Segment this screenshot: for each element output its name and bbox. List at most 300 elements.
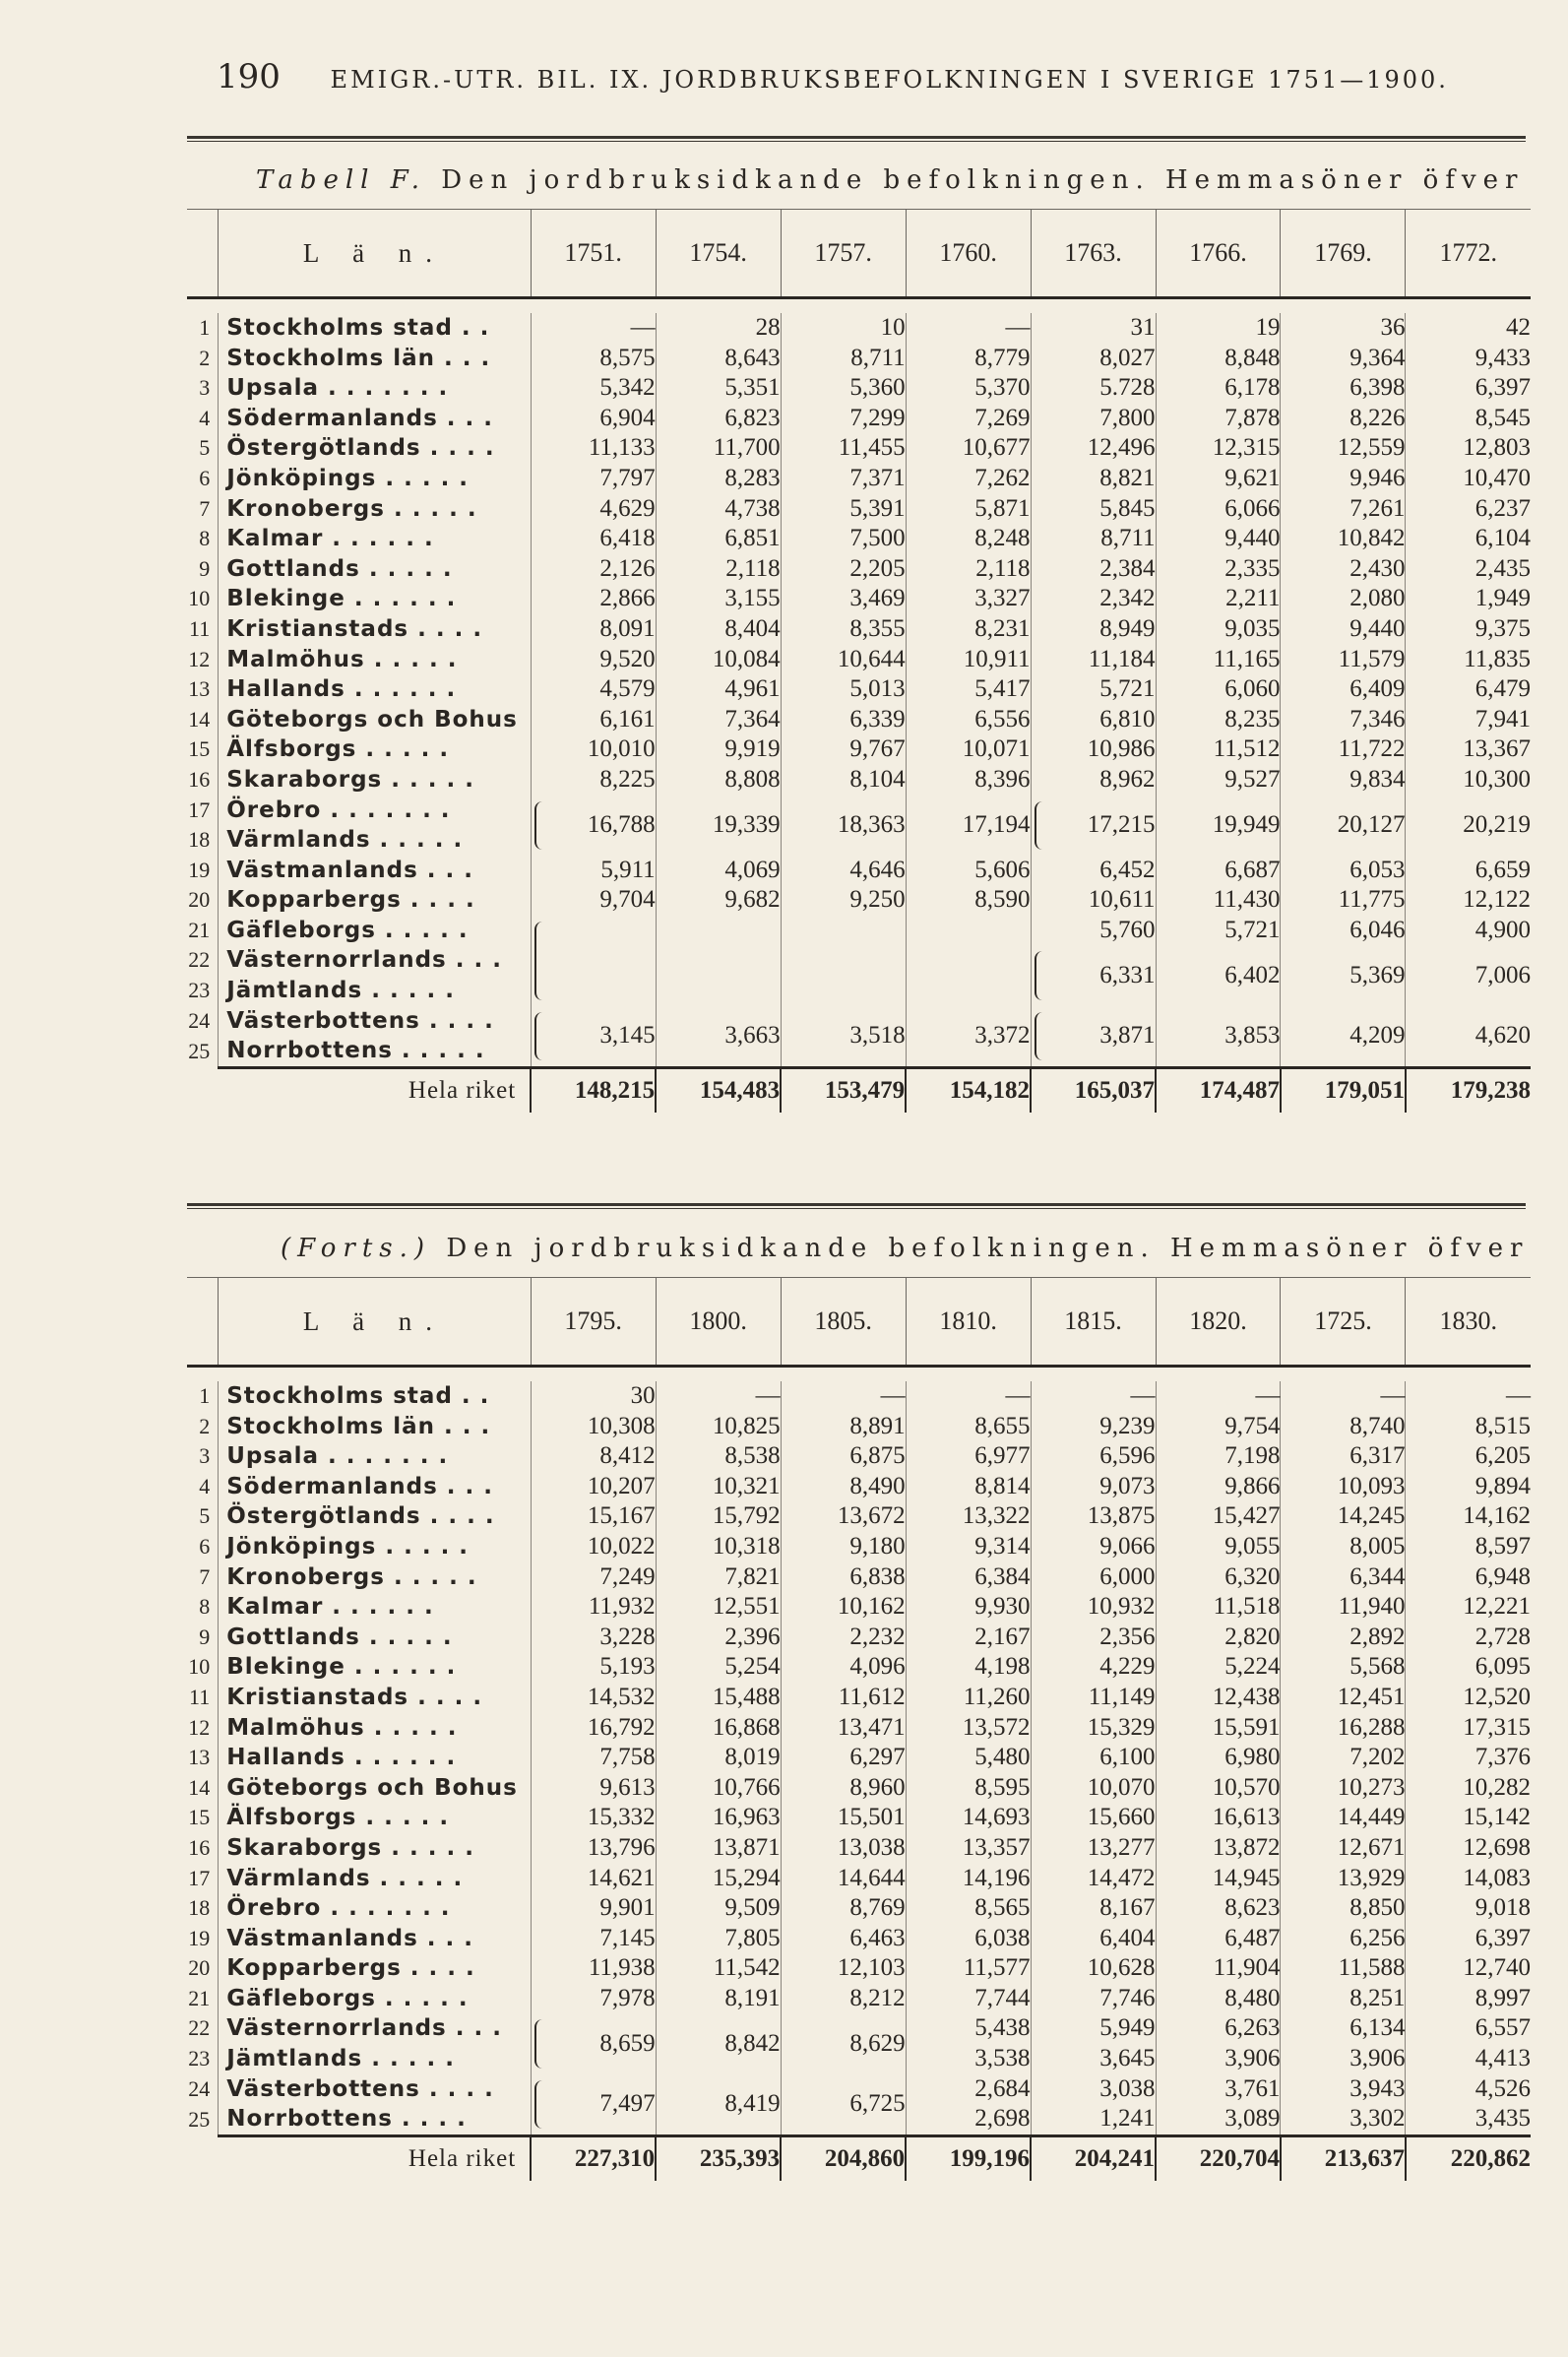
table-2-grid <box>187 1277 1531 2181</box>
table-row <box>187 1412 1531 1442</box>
value-cell: 10,911 <box>906 645 1031 675</box>
value-cell: 8,019 <box>656 1743 781 1773</box>
value-cell: 8,814 <box>906 1472 1031 1502</box>
value-cell: 12,451 <box>1281 1683 1406 1713</box>
total-value: 148,215 <box>531 1067 656 1113</box>
value-cell: 6,479 <box>1406 674 1531 705</box>
value-cell: 2,232 <box>781 1623 906 1653</box>
value-cell: 8,167 <box>1031 1893 1156 1924</box>
value-cell: 6,317 <box>1281 1441 1406 1472</box>
value-cell: 7,262 <box>906 464 1031 494</box>
value-cell: 10,321 <box>656 1472 781 1502</box>
value-cell: 17,194 <box>906 796 1031 856</box>
value-cell: 31 <box>1031 313 1156 344</box>
total-value: 204,241 <box>1031 2135 1156 2181</box>
value-cell: 2,342 <box>1031 584 1156 614</box>
value-cell: 5,370 <box>906 373 1031 404</box>
value-cell: 6,851 <box>656 524 781 554</box>
lan-name: Örebro . . . . . . . <box>219 796 531 826</box>
value-cell: 5,013 <box>781 674 906 705</box>
value-cell: 7,261 <box>1281 494 1406 525</box>
total-value: 179,238 <box>1406 1067 1531 1113</box>
value-cell: 8,575 <box>531 344 656 374</box>
value-cell: 2,728 <box>1406 1623 1531 1653</box>
value-cell: 15,167 <box>531 1501 656 1532</box>
row-number: 7 <box>199 1563 211 1589</box>
value-cell: 9,066 <box>1031 1532 1156 1562</box>
lan-name: Kopparbergs . . . . <box>219 885 531 916</box>
value-cell: 20,219 <box>1406 796 1531 856</box>
value-cell: 13,471 <box>781 1713 906 1744</box>
value-cell: 7,006 <box>1406 945 1531 1005</box>
total-label: Hela riket <box>219 1067 531 1113</box>
value-cell: 5,949 <box>1031 2013 1156 2044</box>
value-cell: 10,084 <box>656 645 781 675</box>
value-cell: 8,808 <box>656 765 781 796</box>
total-row <box>187 2135 1531 2181</box>
value-cell: — <box>1406 1381 1531 1412</box>
value-cell: 10,470 <box>1406 464 1531 494</box>
value-cell: 20,127 <box>1281 796 1406 856</box>
row-number: 6 <box>199 465 211 490</box>
value-cell: 4,229 <box>1031 1652 1156 1683</box>
value-cell: 13,572 <box>906 1713 1031 1744</box>
value-cell: 7,497 <box>531 2074 656 2136</box>
value-cell: 13,322 <box>906 1501 1031 1532</box>
year-column-header: 1805. <box>781 1278 906 1367</box>
value-cell: 2,435 <box>1406 554 1531 585</box>
row-number: 2 <box>199 345 211 370</box>
table-row <box>187 1953 1531 1984</box>
year-column-header: 1725. <box>1281 1278 1406 1367</box>
value-cell: 4,579 <box>531 674 656 705</box>
value-cell: 15,660 <box>1031 1803 1156 1833</box>
value-cell: 7,371 <box>781 464 906 494</box>
year-column-header: 1772. <box>1406 210 1531 298</box>
row-number: 17 <box>188 796 211 822</box>
table-row <box>187 1743 1531 1773</box>
value-cell: 14,245 <box>1281 1501 1406 1532</box>
year-column-header: 1766. <box>1156 210 1281 298</box>
value-cell: 6,687 <box>1156 856 1281 886</box>
row-number: 11 <box>189 615 211 641</box>
value-cell: 14,945 <box>1156 1864 1281 1894</box>
lan-name: Gäfleborgs . . . . . <box>219 916 531 946</box>
value-cell: 10,162 <box>781 1592 906 1623</box>
value-cell: 6,875 <box>781 1441 906 1472</box>
value-cell: 6,344 <box>1281 1562 1406 1593</box>
value-cell: 5,480 <box>906 1743 1031 1773</box>
value-cell: 16,868 <box>656 1713 781 1744</box>
lan-name: Norrbottens . . . . . <box>219 1036 531 1067</box>
row-number: 3 <box>199 1443 211 1469</box>
lan-name: Kristianstads . . . . <box>219 614 531 645</box>
value-cell: 10,300 <box>1406 765 1531 796</box>
value-cell: 9,520 <box>531 645 656 675</box>
value-cell: 4,526 <box>1406 2074 1531 2105</box>
table-row <box>187 494 1531 525</box>
table-row <box>187 856 1531 886</box>
lan-name: Värmlands . . . . . <box>219 1864 531 1894</box>
value-cell: 8,659 <box>531 2013 656 2073</box>
table-row <box>187 464 1531 494</box>
value-cell <box>906 916 1031 1006</box>
value-cell: 12,671 <box>1281 1833 1406 1864</box>
table-1-caption-label: Tabell F. <box>256 165 427 195</box>
table-row <box>187 1006 1531 1037</box>
year-column-header: 1795. <box>531 1278 656 1367</box>
value-cell: 6,463 <box>781 1924 906 1954</box>
value-cell: 4,096 <box>781 1652 906 1683</box>
table-row <box>187 313 1531 344</box>
value-cell: 8,740 <box>1281 1412 1406 1442</box>
year-column-header: 1815. <box>1031 1278 1156 1367</box>
header-separator <box>187 1367 1531 1382</box>
page-number: 190 <box>217 57 281 96</box>
value-cell: 11,430 <box>1156 885 1281 916</box>
value-cell: 3,469 <box>781 584 906 614</box>
year-column-header: 1760. <box>906 210 1031 298</box>
row-number: 1 <box>199 315 211 340</box>
value-cell: 8,212 <box>781 1984 906 2014</box>
row-number: 9 <box>199 555 211 581</box>
row-number: 23 <box>188 2046 211 2071</box>
value-cell: 14,621 <box>531 1864 656 1894</box>
top-rule <box>187 136 1526 142</box>
total-row <box>187 1067 1531 1113</box>
table-2 <box>187 1234 1531 2181</box>
value-cell: 6,205 <box>1406 1441 1531 1472</box>
lan-name: Västerbottens . . . . <box>219 2074 531 2105</box>
lan-name: Älfsborgs . . . . . <box>219 734 531 765</box>
total-value: 174,487 <box>1156 1067 1281 1113</box>
table-row <box>187 1381 1531 1412</box>
value-cell: 6,237 <box>1406 494 1531 525</box>
value-cell: 11,542 <box>656 1953 781 1984</box>
table-row <box>187 584 1531 614</box>
value-cell: 8,251 <box>1281 1984 1406 2014</box>
value-cell: 3,089 <box>1156 2104 1281 2135</box>
value-cell: 6,557 <box>1406 2013 1531 2044</box>
lan-name: Hallands . . . . . . <box>219 1743 531 1773</box>
value-cell: 6,331 <box>1031 945 1156 1005</box>
value-cell: 7,978 <box>531 1984 656 2014</box>
row-number: 19 <box>188 857 211 882</box>
value-cell: 12,803 <box>1406 433 1531 464</box>
row-number: 15 <box>188 736 211 762</box>
table-row <box>187 1803 1531 1833</box>
value-cell: 8,595 <box>906 1773 1031 1804</box>
value-cell: 10,071 <box>906 734 1031 765</box>
value-cell: 9,894 <box>1406 1472 1531 1502</box>
value-cell: 15,142 <box>1406 1803 1531 1833</box>
value-cell: 6,904 <box>531 404 656 434</box>
value-cell: 6,384 <box>906 1562 1031 1593</box>
value-cell: 14,532 <box>531 1683 656 1713</box>
value-cell: 5,360 <box>781 373 906 404</box>
value-cell: 6,487 <box>1156 1924 1281 1954</box>
table-row <box>187 734 1531 765</box>
value-cell: 11,577 <box>906 1953 1031 1984</box>
value-cell: 10,766 <box>656 1773 781 1804</box>
table-row <box>187 1592 1531 1623</box>
table-row <box>187 1864 1531 1894</box>
lan-name: Malmöhus . . . . . <box>219 1713 531 1744</box>
value-cell: 14,449 <box>1281 1803 1406 1833</box>
value-cell: 12,496 <box>1031 433 1156 464</box>
value-cell: 7,198 <box>1156 1441 1281 1472</box>
value-cell: 10,010 <box>531 734 656 765</box>
value-cell: 5,721 <box>1156 916 1281 946</box>
table-row <box>187 1562 1531 1593</box>
value-cell: 11,518 <box>1156 1592 1281 1623</box>
value-cell: 8,655 <box>906 1412 1031 1442</box>
value-cell: 9,440 <box>1156 524 1281 554</box>
lan-name: Hallands . . . . . . <box>219 674 531 705</box>
value-cell: 8,027 <box>1031 344 1156 374</box>
value-cell: 1,241 <box>1031 2104 1156 2135</box>
row-number: 15 <box>188 1805 211 1830</box>
value-cell: 9,509 <box>656 1893 781 1924</box>
value-cell: 8,821 <box>1031 464 1156 494</box>
value-cell: 9,073 <box>1031 1472 1156 1502</box>
value-cell: 6,134 <box>1281 2013 1406 2044</box>
value-cell: 8,104 <box>781 765 906 796</box>
value-cell: 2,211 <box>1156 584 1281 614</box>
value-cell: 6,409 <box>1281 674 1406 705</box>
value-cell: 3,906 <box>1156 2044 1281 2074</box>
value-cell: 7,821 <box>656 1562 781 1593</box>
row-number: 11 <box>189 1684 211 1709</box>
value-cell: 8,711 <box>1031 524 1156 554</box>
table-1-caption <box>256 165 1531 195</box>
table-row <box>187 1893 1531 1924</box>
value-cell: 9,704 <box>531 885 656 916</box>
value-cell: 12,740 <box>1406 1953 1531 1984</box>
table-2-caption-text: Den jordbruksidkande befolkningen. Hemmasöner öfver <box>446 1234 1530 1263</box>
table-row <box>187 796 1531 826</box>
value-cell: 7,800 <box>1031 404 1156 434</box>
value-cell: 6,339 <box>781 705 906 735</box>
row-number: 2 <box>199 1413 211 1438</box>
value-cell: 10,628 <box>1031 1953 1156 1984</box>
lan-name: Kronobergs . . . . . <box>219 494 531 525</box>
value-cell: 8,480 <box>1156 1984 1281 2014</box>
value-cell: 12,559 <box>1281 433 1406 464</box>
value-cell: 4,209 <box>1281 1006 1406 1068</box>
row-number: 4 <box>199 1473 211 1498</box>
value-cell: 6,060 <box>1156 674 1281 705</box>
value-cell: 13,367 <box>1406 734 1531 765</box>
year-column-header: 1757. <box>781 210 906 298</box>
value-cell: 3,871 <box>1031 1006 1156 1068</box>
row-number: 14 <box>188 1774 211 1800</box>
value-cell: — <box>531 313 656 344</box>
table-row <box>187 674 1531 705</box>
value-cell: 9,754 <box>1156 1412 1281 1442</box>
year-column-header: 1754. <box>656 210 781 298</box>
value-cell: 5,568 <box>1281 1652 1406 1683</box>
total-value: 227,310 <box>531 2135 656 2181</box>
value-cell: 9,035 <box>1156 614 1281 645</box>
value-cell: 6,104 <box>1406 524 1531 554</box>
value-cell: 15,591 <box>1156 1713 1281 1744</box>
lan-name: Östergötlands . . . . <box>219 433 531 464</box>
total-blank <box>187 1067 219 1113</box>
value-cell: 8,643 <box>656 344 781 374</box>
table-row <box>187 554 1531 585</box>
row-number: 25 <box>188 2107 211 2132</box>
value-cell: 9,613 <box>531 1773 656 1804</box>
value-cell: 6,948 <box>1406 1562 1531 1593</box>
value-cell: 6,810 <box>1031 705 1156 735</box>
table-row <box>187 1441 1531 1472</box>
row-number: 7 <box>199 495 211 521</box>
value-cell: 11,260 <box>906 1683 1031 1713</box>
row-number: 3 <box>199 375 211 401</box>
header-blank <box>187 210 219 298</box>
value-cell: 7,500 <box>781 524 906 554</box>
value-cell: 11,133 <box>531 433 656 464</box>
value-cell: 9,930 <box>906 1592 1031 1623</box>
value-cell: 7,299 <box>781 404 906 434</box>
value-cell: 13,672 <box>781 1501 906 1532</box>
value-cell: 10,677 <box>906 433 1031 464</box>
table-row <box>187 2074 1531 2105</box>
value-cell: 12,438 <box>1156 1683 1281 1713</box>
row-number: 21 <box>188 917 211 942</box>
value-cell: 2,684 <box>906 2074 1031 2105</box>
value-cell: 7,249 <box>531 1562 656 1593</box>
value-cell: 8,091 <box>531 614 656 645</box>
value-cell: 16,613 <box>1156 1803 1281 1833</box>
lan-name: Skaraborgs . . . . . <box>219 1833 531 1864</box>
value-cell: 6,161 <box>531 705 656 735</box>
value-cell: 8,355 <box>781 614 906 645</box>
lan-name: Jönköpings . . . . . <box>219 1532 531 1562</box>
value-cell: 7,758 <box>531 1743 656 1773</box>
value-cell: 5,417 <box>906 674 1031 705</box>
value-cell: 12,698 <box>1406 1833 1531 1864</box>
value-cell: 6,823 <box>656 404 781 434</box>
value-cell: 5,391 <box>781 494 906 525</box>
value-cell: 9,919 <box>656 734 781 765</box>
value-cell <box>781 916 906 1006</box>
value-cell: 6,046 <box>1281 916 1406 946</box>
value-cell: 13,929 <box>1281 1864 1406 1894</box>
value-cell: 8,949 <box>1031 614 1156 645</box>
value-cell: 6,398 <box>1281 373 1406 404</box>
total-value: 213,637 <box>1281 2135 1406 2181</box>
row-number: 13 <box>188 676 211 702</box>
value-cell: 9,621 <box>1156 464 1281 494</box>
value-cell: 16,788 <box>531 796 656 856</box>
value-cell: 2,356 <box>1031 1623 1156 1653</box>
value-cell: 10 <box>781 313 906 344</box>
row-number: 19 <box>188 1925 211 1950</box>
lan-name: Skaraborgs . . . . . <box>219 765 531 796</box>
value-cell: 11,512 <box>1156 734 1281 765</box>
value-cell: 36 <box>1281 313 1406 344</box>
value-cell: 7,746 <box>1031 1984 1156 2014</box>
value-cell: 8,850 <box>1281 1893 1406 1924</box>
value-cell: 11,184 <box>1031 645 1156 675</box>
value-cell: 2,126 <box>531 554 656 585</box>
table-row <box>187 1833 1531 1864</box>
value-cell: 5,369 <box>1281 945 1406 1005</box>
lan-name: Älfsborgs . . . . . <box>219 1803 531 1833</box>
value-cell: 8,515 <box>1406 1412 1531 1442</box>
value-cell: 5,721 <box>1031 674 1156 705</box>
table-row <box>187 705 1531 735</box>
value-cell: 8,842 <box>656 2013 781 2073</box>
value-cell: 42 <box>1406 313 1531 344</box>
value-cell: 11,722 <box>1281 734 1406 765</box>
lan-name: Västmanlands . . . <box>219 1924 531 1954</box>
value-cell: 3,518 <box>781 1006 906 1068</box>
row-number: 5 <box>199 1503 211 1529</box>
value-cell: — <box>1281 1381 1406 1412</box>
value-cell <box>531 916 656 1006</box>
value-cell: 3,372 <box>906 1006 1031 1068</box>
value-cell: 13,277 <box>1031 1833 1156 1864</box>
value-cell: 9,433 <box>1406 344 1531 374</box>
value-cell: 10,207 <box>531 1472 656 1502</box>
table-2-caption <box>281 1234 1531 1263</box>
value-cell: 6,178 <box>1156 373 1281 404</box>
value-cell: 6,980 <box>1156 1743 1281 1773</box>
value-cell: 3,155 <box>656 584 781 614</box>
row-number: 6 <box>199 1533 211 1559</box>
value-cell: 3,943 <box>1281 2074 1406 2105</box>
total-value: 154,483 <box>656 1067 781 1113</box>
table-1-caption-text: Den jordbruksidkande befolkningen. Hemmasöner öfver <box>441 165 1525 195</box>
value-cell: 17,315 <box>1406 1713 1531 1744</box>
lan-name: Gottlands . . . . . <box>219 554 531 585</box>
value-cell: 8,005 <box>1281 1532 1406 1562</box>
value-cell: 11,938 <box>531 1953 656 1984</box>
row-number: 22 <box>188 2015 211 2041</box>
header-separator <box>187 298 1531 314</box>
value-cell: 2,866 <box>531 584 656 614</box>
value-cell: 2,430 <box>1281 554 1406 585</box>
value-cell: 11,149 <box>1031 1683 1156 1713</box>
value-cell: 17,215 <box>1031 796 1156 856</box>
value-cell: 4,900 <box>1406 916 1531 946</box>
value-cell: 16,963 <box>656 1803 781 1833</box>
value-cell: — <box>906 1381 1031 1412</box>
value-cell: 1,949 <box>1406 584 1531 614</box>
value-cell: 3,038 <box>1031 2074 1156 2105</box>
value-cell: 10,825 <box>656 1412 781 1442</box>
value-cell: 2,167 <box>906 1623 1031 1653</box>
lan-name: Kronobergs . . . . . <box>219 1562 531 1593</box>
table-row <box>187 524 1531 554</box>
lan-name: Göteborgs och Bohus <box>219 705 531 735</box>
value-cell: 8,231 <box>906 614 1031 645</box>
value-cell: 10,611 <box>1031 885 1156 916</box>
value-cell: 8,191 <box>656 1984 781 2014</box>
value-cell: 9,314 <box>906 1532 1031 1562</box>
value-cell: 6,095 <box>1406 1652 1531 1683</box>
year-column-header: 1763. <box>1031 210 1156 298</box>
value-cell: 10,070 <box>1031 1773 1156 1804</box>
value-cell: 8,623 <box>1156 1893 1281 1924</box>
value-cell: 14,083 <box>1406 1864 1531 1894</box>
value-cell: 8,629 <box>781 2013 906 2073</box>
value-cell: 7,346 <box>1281 705 1406 735</box>
lan-name: Västerbottens . . . . <box>219 1006 531 1037</box>
